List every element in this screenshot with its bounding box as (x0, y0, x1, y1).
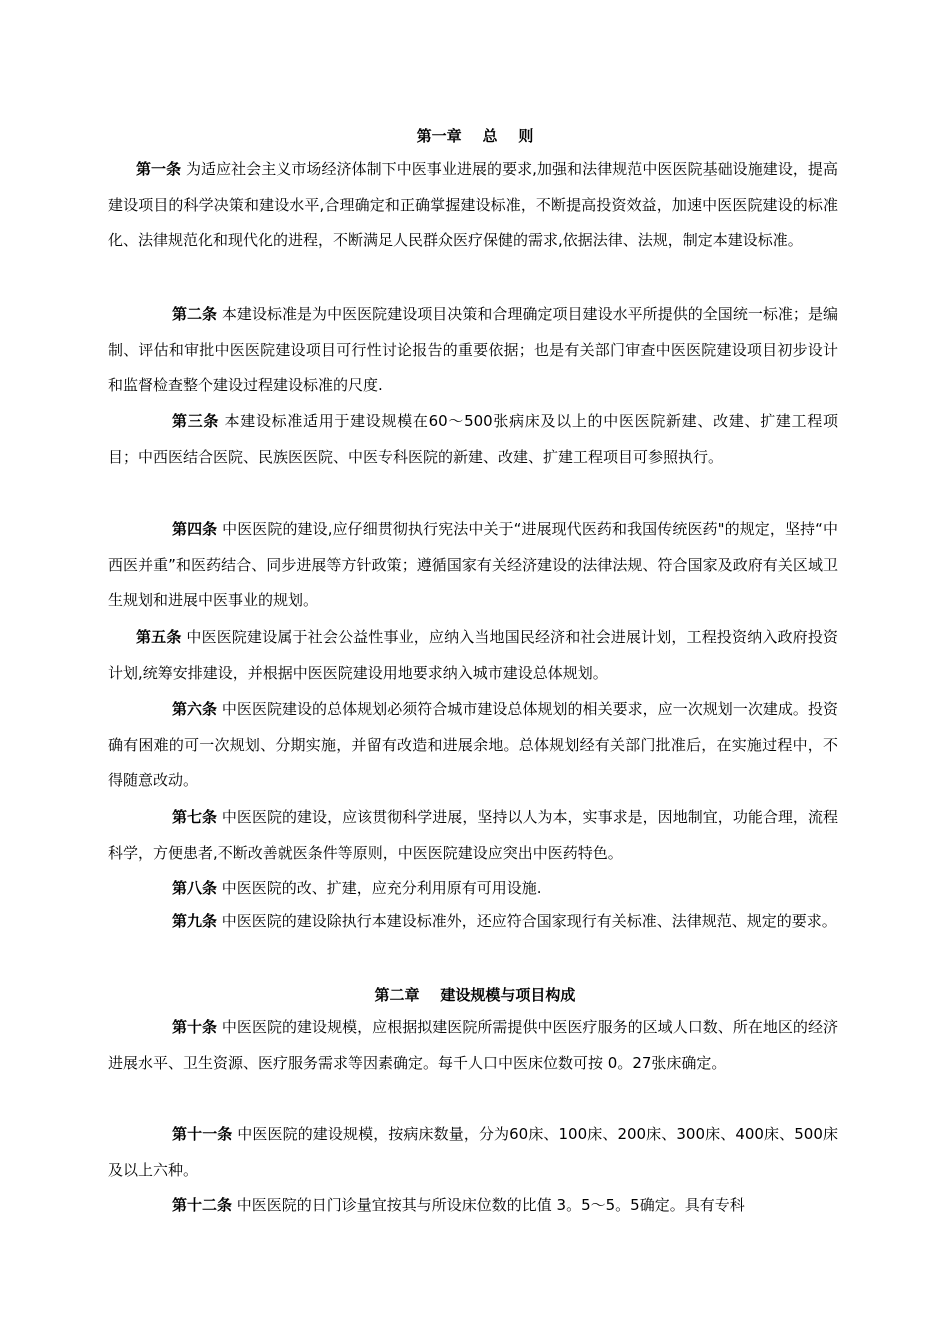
article-5 (108, 620, 838, 691)
article-3-text: 本建设标准适用于建设规模在60～500张病床及以上的中医医院新建、改建、扩建工程项目；中西医结合医院、民族医医院、中医专科医院的新建、改建、扩建工程项目可参照执行。 (108, 412, 838, 466)
article-12 (108, 1188, 838, 1224)
article-9 (108, 904, 838, 940)
article-6-text: 中医医院建设的总体规划必须符合城市建设总体规划的相关要求，应一次规划一次建成。投资确有困难的可一次规划、分期实施，并留有改造和进展余地。总体规划经有关部门批准后，在实施过程中，不得随意改动。 (108, 700, 838, 790)
article-4-text: 中医医院的建设,应仔细贯彻执行宪法中关于“进展现代医药和我国传统医药"的规定，坚持“中西医并重”和医药结合、同步进展等方针政策；遵循国家有关经济建设的法律法规、符合国家及政府有关区域卫生规划和进展中医事业的规划。 (108, 520, 838, 610)
article-2 (108, 297, 838, 404)
article-3 (108, 404, 838, 475)
chapter-1-heading: 第一章 总 则 (416, 127, 534, 145)
article-7 (108, 800, 838, 871)
article-11-text: 中医医院的建设规模，按病床数量，分为60床、100床、200床、300床、400床、500床及以上六种。 (108, 1125, 838, 1179)
article-4-label: 第四条 (172, 520, 218, 538)
article-6 (108, 692, 838, 799)
article-7-text: 中医医院的建设，应该贯彻科学进展，坚持以人为本，实事求是，因地制宜，功能合理，流程科学，方便患者,不断改善就医条件等原则，中医医院建设应突出中医药特色。 (108, 808, 838, 862)
article-1 (108, 152, 838, 259)
article-5-label: 第五条 (136, 628, 182, 646)
article-6-label: 第六条 (172, 700, 218, 718)
article-3-label: 第三条 (172, 412, 220, 430)
article-5-text: 中医医院建设属于社会公益性事业，应纳入当地国民经济和社会进展计划，工程投资纳入政府投资计划,统筹安排建设，并根据中医医院建设用地要求纳入城市建设总体规划。 (108, 628, 838, 682)
article-12-label: 第十二条 (172, 1196, 233, 1214)
article-10 (108, 1010, 838, 1081)
chapter-2-heading: 第二章 建设规模与项目构成 (374, 986, 576, 1004)
article-8-label: 第八条 (172, 879, 218, 897)
article-10-text: 中医医院的建设规模，应根据拟建医院所需提供中医医疗服务的区域人口数、所在地区的经济进展水平、卫生资源、医疗服务需求等因素确定。每千人口中医床位数可按 0。27张床确定。 (108, 1018, 838, 1072)
article-12-text: 中医医院的日门诊量宜按其与所设床位数的比值 3。5～5。5确定。具有专科 (232, 1196, 745, 1214)
article-8 (108, 871, 838, 907)
article-9-text: 中医医院的建设除执行本建设标准外，还应符合国家现行有关标准、法律规范、规定的要求。 (217, 912, 837, 930)
article-10-label: 第十条 (172, 1018, 218, 1036)
article-1-text: 为适应社会主义市场经济体制下中医事业进展的要求,加强和法律规范中医医院基础设施建设，提高建设项目的科学决策和建设水平,合理确定和正确掌握建设标准，不断提高投资效益，加速中医医院建设的标准化、法律规范化和现代化的进程，不断满足人民群众医疗保健的需求,依据法律、法规，制定本建设标准。 (108, 160, 838, 250)
article-4 (108, 512, 838, 619)
article-7-label: 第七条 (172, 808, 218, 826)
article-9-label: 第九条 (172, 912, 218, 930)
article-2-text: 本建设标准是为中医医院建设项目决策和合理确定项目建设水平所提供的全国统一标准；是编制、评估和审批中医医院建设项目可行性讨论报告的重要依据；也是有关部门审查中医医院建设项目初步设计和监督检查整个建设过程建设标准的尺度. (108, 305, 838, 395)
article-11-label: 第十一条 (172, 1125, 233, 1143)
article-8-text: 中医医院的改、扩建，应充分利用原有可用设施. (217, 879, 542, 897)
article-11 (108, 1117, 838, 1188)
article-1-label: 第一条 (136, 160, 182, 178)
article-2-label: 第二条 (172, 305, 218, 323)
